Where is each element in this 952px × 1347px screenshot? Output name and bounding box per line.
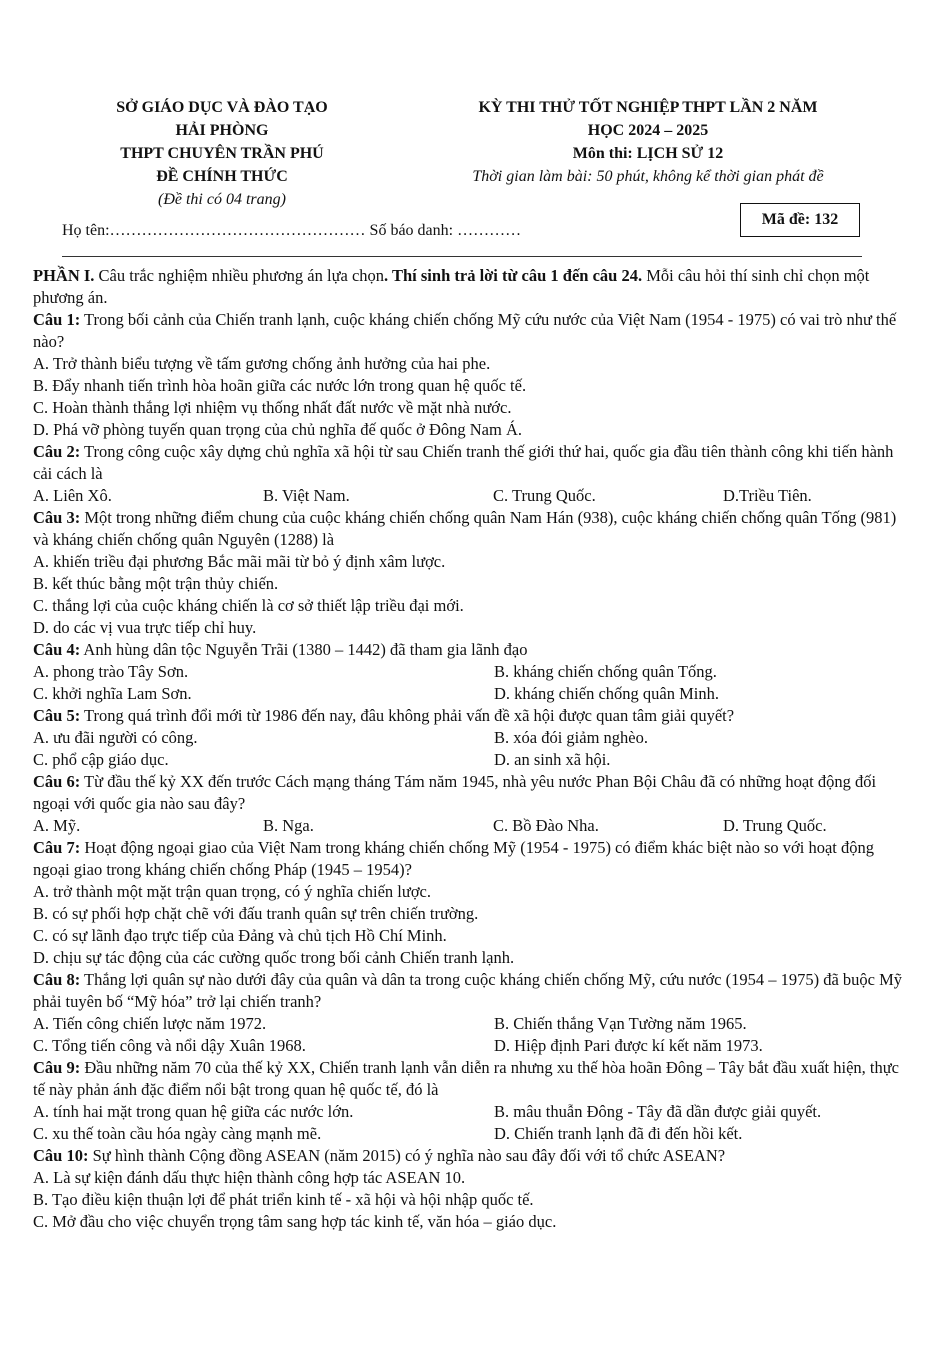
option-b: B. Nga. (263, 816, 314, 835)
exam-title-line-1: KỲ THI THỬ TỐT NGHIỆP THPT LẦN 2 NĂM (478, 99, 818, 116)
question-text: Anh hùng dân tộc Nguyễn Trãi (1380 – 1442) đã tham gia lãnh đạo (80, 640, 528, 659)
candidate-info (62, 222, 521, 240)
part1-lead: PHẦN I. (33, 266, 95, 285)
question-label: Câu 7: (33, 838, 81, 857)
time-note: Thời gian làm bài: 50 phút, không kể thời gian phát đề (472, 168, 824, 185)
option-d: D. Chiến tranh lạnh đã đi đến hồi kết. (494, 1124, 743, 1143)
option-a: A. Tiến công chiến lược năm 1972. (33, 1014, 267, 1033)
question-text: Trong bối cảnh của Chiến tranh lạnh, cuộc kháng chiến chống Mỹ cứu nước của Việt Nam (1954 - 1975) có vai trò như thế nào? (33, 310, 897, 351)
question-label: Câu 6: (33, 772, 81, 791)
options-row (33, 1123, 908, 1145)
option-d: D.Triều Tiên. (723, 486, 812, 505)
question-8 (33, 969, 908, 1013)
option-c: C. Trung Quốc. (493, 486, 596, 505)
options-row (33, 661, 908, 683)
option-c: C. xu thế toàn cầu hóa ngày càng mạnh mẽ. (33, 1124, 322, 1143)
question-text: Đầu những năm 70 của thế kỷ XX, Chiến tranh lạnh vẫn diễn ra nhưng xu thế hòa hoãn Đông – Tây bắt đầu xuất hiện, thực tế này phản ánh đặc điểm nổi bật trong quan hệ quốc tế, đó là (33, 1058, 900, 1099)
exam-title-line-2: HỌC 2024 – 2025 (587, 122, 709, 139)
question-label: Câu 2: (33, 442, 81, 461)
question-text: Từ đầu thế kỷ XX đến trước Cách mạng tháng Tám năm 1945, nhà yêu nước Phan Bội Châu đã có những hoạt động đối ngoại với quốc gia nào sau đây? (33, 772, 877, 813)
exam-code-box: Mã đề: 132 (740, 203, 860, 237)
option-c: C. có sự lãnh đạo trực tiếp của Đảng và chủ tịch Hồ Chí Minh. (33, 926, 447, 945)
question-1 (33, 309, 908, 353)
option-c: C. thắng lợi của cuộc kháng chiến là cơ sở thiết lập triều đại mới. (33, 596, 464, 615)
option-d: D. Hiệp định Pari được kí kết năm 1973. (494, 1036, 763, 1055)
question-7 (33, 837, 908, 881)
question-text: Thắng lợi quân sự nào dưới đây của quân và dân ta trong cuộc kháng chiến chống Mỹ, cứu nước (1954 – 1975) đã buộc Mỹ phải tuyên bố “Mỹ hóa” trở lại chiến tranh? (33, 970, 903, 1011)
question-3 (33, 507, 908, 551)
option-c: C. Mở đầu cho việc chuyển trọng tâm sang hợp tác kinh tế, văn hóa – giáo dục. (33, 1212, 557, 1231)
option-b: B. Đẩy nhanh tiến trình hòa hoãn giữa các nước lớn trong quan hệ quốc tế. (33, 376, 527, 395)
option-b: B. Tạo điều kiện thuận lợi để phát triển kinh tế - xã hội và hội nhập quốc tế. (33, 1190, 534, 1209)
option-a: A. ưu đãi người có công. (33, 728, 198, 747)
option-c: C. Hoàn thành thắng lợi nhiệm vụ thống nhất đất nước về mặt nhà nước. (33, 398, 512, 417)
option-d: D. Trung Quốc. (723, 816, 827, 835)
question-label: Câu 3: (33, 508, 81, 527)
part1-text-1: Câu trắc nghiệm nhiều phương án lựa chọn (94, 266, 385, 285)
option-b: B. mâu thuẫn Đông - Tây đã dần được giải quyết. (494, 1102, 822, 1121)
question-4 (33, 639, 908, 661)
school-header (62, 96, 382, 211)
option-b: B. kháng chiến chống quân Tống. (494, 662, 717, 681)
option-a: A. Liên Xô. (33, 486, 112, 505)
page-count-note: (Đề thi có 04 trang) (158, 191, 286, 208)
city-name: HẢI PHÒNG (175, 122, 269, 139)
question-label: Câu 8: (33, 970, 81, 989)
options-row (33, 749, 908, 771)
header-divider (62, 256, 862, 257)
question-2 (33, 441, 908, 485)
option-b: B. Chiến thắng Vạn Tường năm 1965. (494, 1014, 747, 1033)
candidate-name-field: Họ tên:………………………………………… (62, 222, 366, 239)
official-label: ĐỀ CHÍNH THỨC (156, 168, 288, 185)
options-row (33, 1035, 908, 1057)
question-5 (33, 705, 908, 727)
option-c: C. khởi nghĩa Lam Sơn. (33, 684, 192, 703)
question-text: Trong công cuộc xây dựng chủ nghĩa xã hội từ sau Chiến tranh thế giới thứ hai, quốc gia đầu tiên thành công khi tiến hành cải cách là (33, 442, 894, 483)
options-row (33, 727, 908, 749)
subject-line: Môn thi: LỊCH SỬ 12 (572, 145, 724, 162)
option-d: D. chịu sự tác động của các cường quốc trong bối cảnh Chiến tranh lạnh. (33, 948, 515, 967)
option-d: D. an sinh xã hội. (494, 750, 611, 769)
school-name: THPT CHUYÊN TRẦN PHÚ (120, 145, 324, 162)
question-label: Câu 5: (33, 706, 81, 725)
part1-bold-text: . Thí sinh trả lời từ câu 1 đến câu 24. (384, 266, 643, 285)
question-label: Câu 9: (33, 1058, 81, 1077)
question-10 (33, 1145, 908, 1167)
option-b: B. Việt Nam. (263, 486, 350, 505)
options-row (33, 1101, 908, 1123)
question-text: Một trong những điểm chung của cuộc kháng chiến chống quân Nam Hán (938), cuộc kháng chiến chống quân Tống (981) và kháng chiến chống quân Nguyên (1288) là (33, 508, 897, 549)
option-c: C. Tổng tiến công và nổi dậy Xuân 1968. (33, 1036, 306, 1055)
options-row (33, 1013, 908, 1035)
option-a: A. tính hai mặt trong quan hệ giữa các nước lớn. (33, 1102, 354, 1121)
question-text: Trong quá trình đổi mới từ 1986 đến nay, đâu không phải vấn đề xã hội được quan tâm giải quyết? (80, 706, 735, 725)
option-c: C. Bồ Đào Nha. (493, 816, 599, 835)
option-a: A. trở thành một mặt trận quan trọng, có ý nghĩa chiến lược. (33, 882, 432, 901)
option-b: B. kết thúc bằng một trận thủy chiến. (33, 574, 279, 593)
question-label: Câu 1: (33, 310, 81, 329)
option-c: C. phổ cập giáo dục. (33, 750, 169, 769)
option-d: D. kháng chiến chống quân Minh. (494, 684, 719, 703)
part1-instructions (33, 265, 908, 309)
option-d: D. do các vị vua trực tiếp chỉ huy. (33, 618, 257, 637)
question-9 (33, 1057, 908, 1101)
option-d: D. Phá vỡ phòng tuyến quan trọng của chủ nghĩa đế quốc ở Đông Nam Á. (33, 420, 522, 439)
options-row (33, 815, 908, 837)
department-name: SỞ GIÁO DỤC VÀ ĐÀO TẠO (116, 99, 328, 116)
question-label: Câu 10: (33, 1146, 89, 1165)
option-b: B. có sự phối hợp chặt chẽ với đấu tranh quân sự trên chiến trường. (33, 904, 479, 923)
option-a: A. khiến triều đại phương Bắc mãi mãi từ bỏ ý định xâm lược. (33, 552, 446, 571)
exam-header (428, 96, 868, 188)
option-b: B. xóa đói giảm nghèo. (494, 728, 648, 747)
question-6 (33, 771, 908, 815)
question-text: Sự hình thành Cộng đồng ASEAN (năm 2015) có ý nghĩa nào sau đây đối với tổ chức ASEAN? (88, 1146, 726, 1165)
question-label: Câu 4: (33, 640, 81, 659)
options-row (33, 683, 908, 705)
option-a: A. phong trào Tây Sơn. (33, 662, 189, 681)
option-a: A. Là sự kiện đánh dấu thực hiện thành công hợp tác ASEAN 10. (33, 1168, 466, 1187)
question-text: Hoạt động ngoại giao của Việt Nam trong kháng chiến chống Mỹ (1954 - 1975) có điểm khác biệt nào so với hoạt động ngoại giao trong kháng chiến chống Pháp (1945 – 1954)? (33, 838, 874, 879)
exam-content (33, 265, 908, 1233)
option-a: A. Mỹ. (33, 816, 81, 835)
options-row (33, 485, 908, 507)
part1-text-2: Mỗi câu hỏi thí sinh chỉ chọn một phương án. (33, 266, 870, 307)
option-a: A. Trở thành biểu tượng về tấm gương chống ảnh hưởng của hai phe. (33, 354, 491, 373)
candidate-id-field: Số báo danh: ………… (369, 222, 522, 239)
